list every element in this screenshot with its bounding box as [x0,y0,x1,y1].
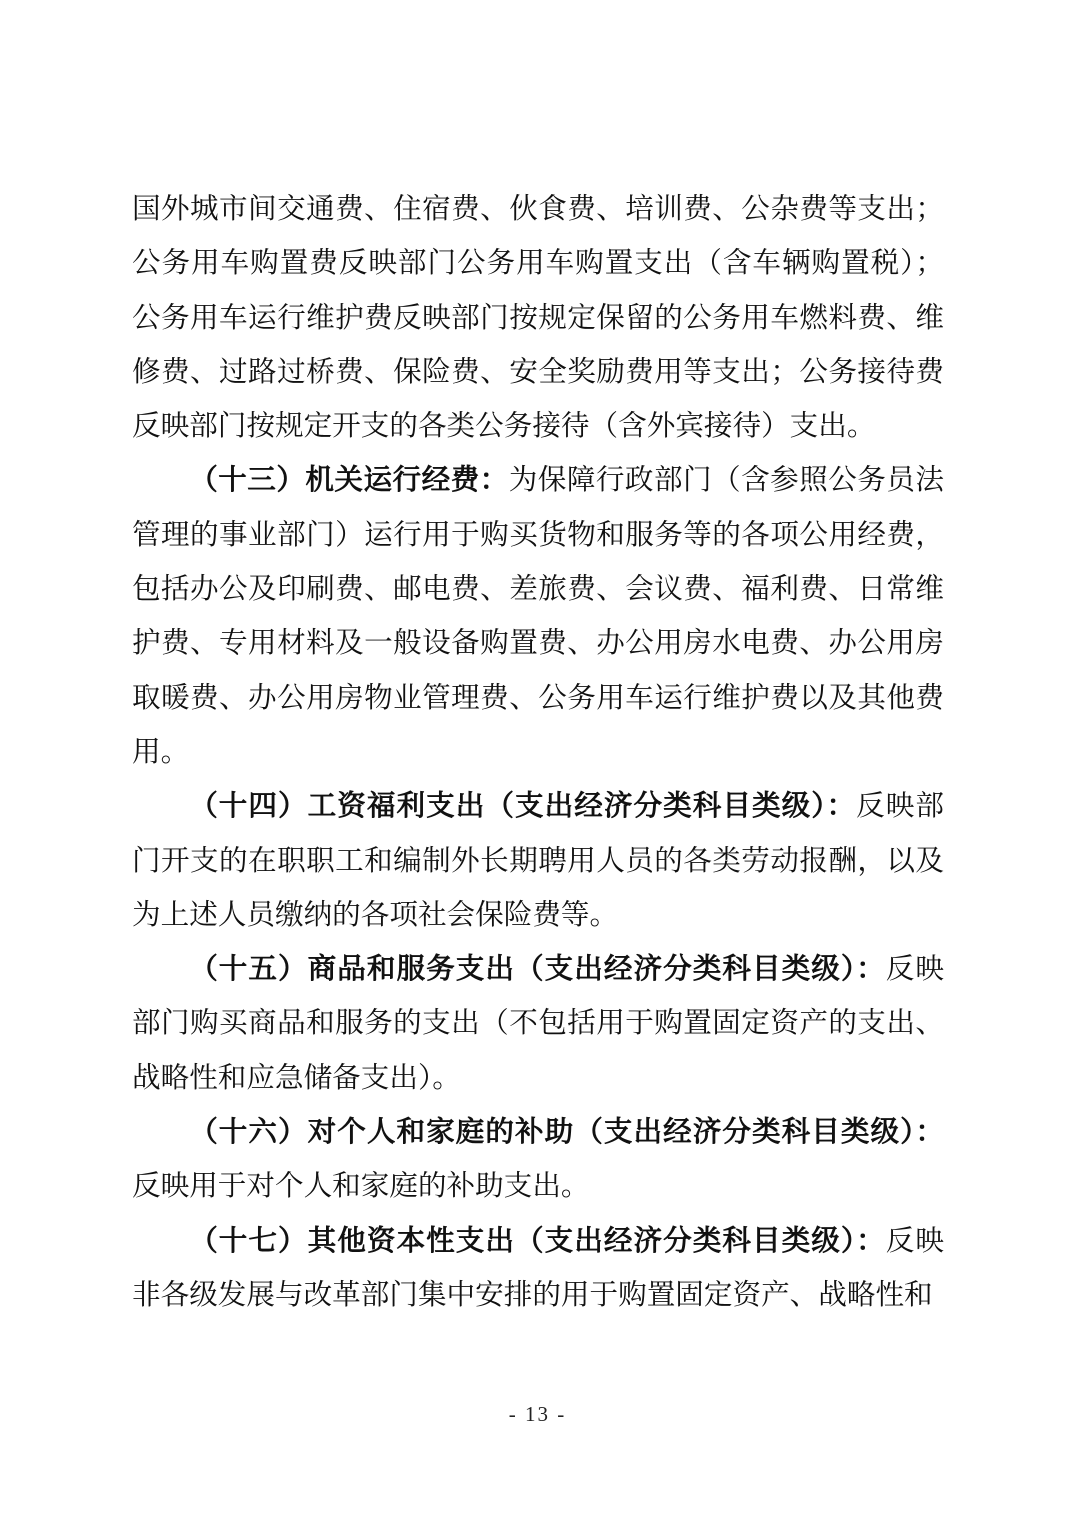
paragraph-heading: （十六）对个人和家庭的补助（支出经济分类科目类级）： [189,1117,944,1149]
paragraph-heading: （十四）工资福利支出（支出经济分类科目类级）： [189,791,857,823]
paragraph-text: 反映部门购买商品和服务的支出（不包括用于购置固定资产的支出、战略性和应急储备支出）。 [132,954,944,1094]
paragraph [132,1215,944,1324]
paragraph-heading: （十七）其他资本性支出（支出经济分类科目类级）： [189,1225,886,1257]
page-number: - 13 - [508,1402,567,1426]
paragraph-text: 反映非各级发展与改革部门集中安排的用于购置固定资产、战略性和 [132,1225,944,1311]
paragraph [132,1106,944,1215]
paragraph-text: 为保障行政部门（含参照公务员法管理的事业部门）运行用于购买货物和服务等的各项公用经费，包括办公及印刷费、邮电费、差旅费、会议费、福利费、日常维护费、专用材料及一般设备购置费、办公用房水电费、办公用房取暖费、办公用房物业管理费、公务用车运行维护费以及其他费用。 [132,465,944,768]
paragraph [132,780,944,943]
paragraph-heading: （十五）商品和服务支出（支出经济分类科目类级）： [189,954,886,986]
paragraph [132,943,944,1106]
paragraph-heading: （十三）机关运行经费： [189,465,509,497]
paragraph-text: 国外城市间交通费、住宿费、伙食费、培训费、公杂费等支出；公务用车购置费反映部门公务用车购置支出（含车辆购置税）；公务用车运行维护费反映部门按规定保留的公务用车燃料费、维修费、过路过桥费、保险费、安全奖励费用等支出；公务接待费反映部门按规定开支的各类公务接待（含外宾接待）支出。 [132,194,944,443]
document-body [132,183,944,1323]
paragraph-text: 反映用于对个人和家庭的补助支出。 [132,1171,590,1203]
paragraph-text: 反映部门开支的在职职工和编制外长期聘用人员的各类劳动报酬，以及为上述人员缴纳的各项社会保险费等。 [132,791,944,931]
paragraph [132,183,944,454]
paragraph [132,454,944,780]
